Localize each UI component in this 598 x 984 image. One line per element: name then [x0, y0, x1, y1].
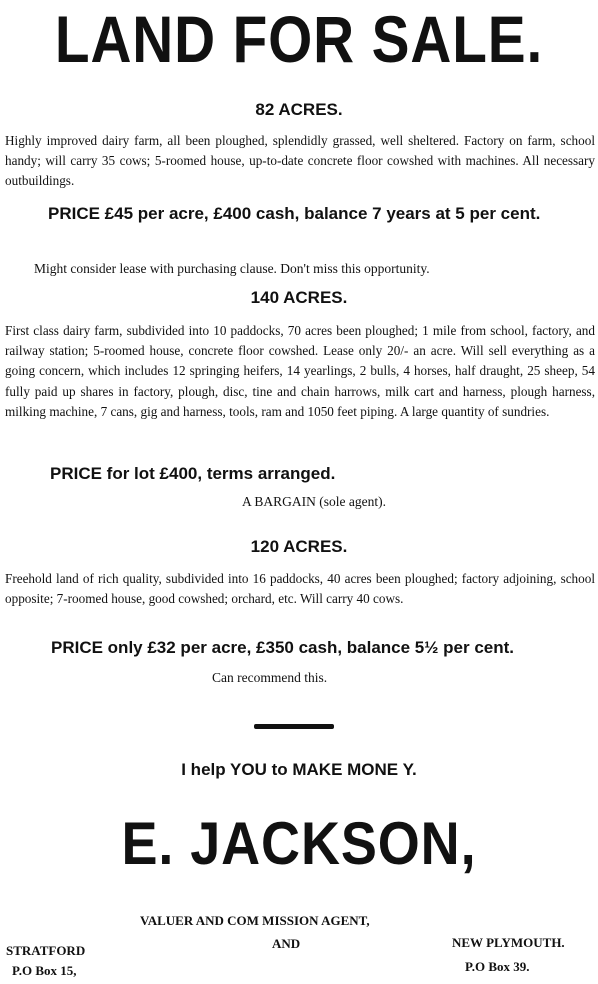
- office-left-town: STRATFORD: [6, 943, 86, 958]
- listing-1-title: 82 ACRES.: [255, 100, 343, 119]
- listing-2-title: 140 ACRES.: [250, 288, 348, 307]
- divider-rule: [254, 724, 334, 729]
- listing-3-description: Freehold land of rich quality, subdivided into 16 paddocks, 40 acres been ploughed; factory adjoining, school opposite; 7-roomed house, good cowshed; orchard, etc. Will carry 40 cows.: [5, 571, 595, 607]
- headline: LAND FOR SALE.: [54, 2, 544, 76]
- listing-3-price: PRICE only £32 per acre, £350 cash, balance 5½ per cent.: [51, 638, 515, 657]
- office-right-town: NEW PLYMOUTH.: [452, 935, 565, 950]
- listing-2-description: First class dairy farm, subdivided into 10 paddocks, 70 acres been ploughed; 1 mile from school, factory, and railway station; 5-roomed house, concrete floor cowshed. Lease only 20/- an acre. Will sell everything as a going concern, which includes 12 springing heifers, 14 yearlings, 2 bulls, 4 horses, half draught, 25 sheep, 54 fully paid up shares in factory, plough, disc, tine and chain harrows, milk cart and harness, plough harness, milking machine, 7 cans, gig and harness, tools, ram and 1050 feet piping. A large quantity of sundries.: [5, 323, 595, 419]
- slogan: I help YOU to MAKE MONE Y.: [181, 760, 417, 779]
- advertiser-role: VALUER AND COM MISSION AGENT,: [140, 913, 370, 928]
- listing-2-price: PRICE for lot £400, terms arranged.: [50, 464, 336, 483]
- listing-1-price: PRICE £45 per acre, £400 cash, balance 7 years at 5 per cent.: [48, 204, 541, 223]
- listing-1-description: Highly improved dairy farm, all been ploughed, splendidly grassed, well sheltered. Factory on farm, school handy; will carry 35 cows; 5-roomed house, up-to-date concrete floor cowshed with machines. All necessary outbuildings.: [5, 133, 595, 189]
- office-right-box: P.O Box 39.: [465, 959, 530, 974]
- listing-2-note: A BARGAIN (sole agent).: [242, 494, 386, 509]
- advertiser-name: E. JACKSON,: [121, 810, 477, 877]
- listing-3-note: Can recommend this.: [212, 670, 328, 685]
- listing-1-note: Might consider lease with purchasing clause. Don't miss this opportunity.: [34, 261, 430, 276]
- listing-3-title: 120 ACRES.: [250, 537, 348, 556]
- advertiser-and: AND: [272, 936, 301, 951]
- office-left-box: P.O Box 15,: [12, 963, 77, 978]
